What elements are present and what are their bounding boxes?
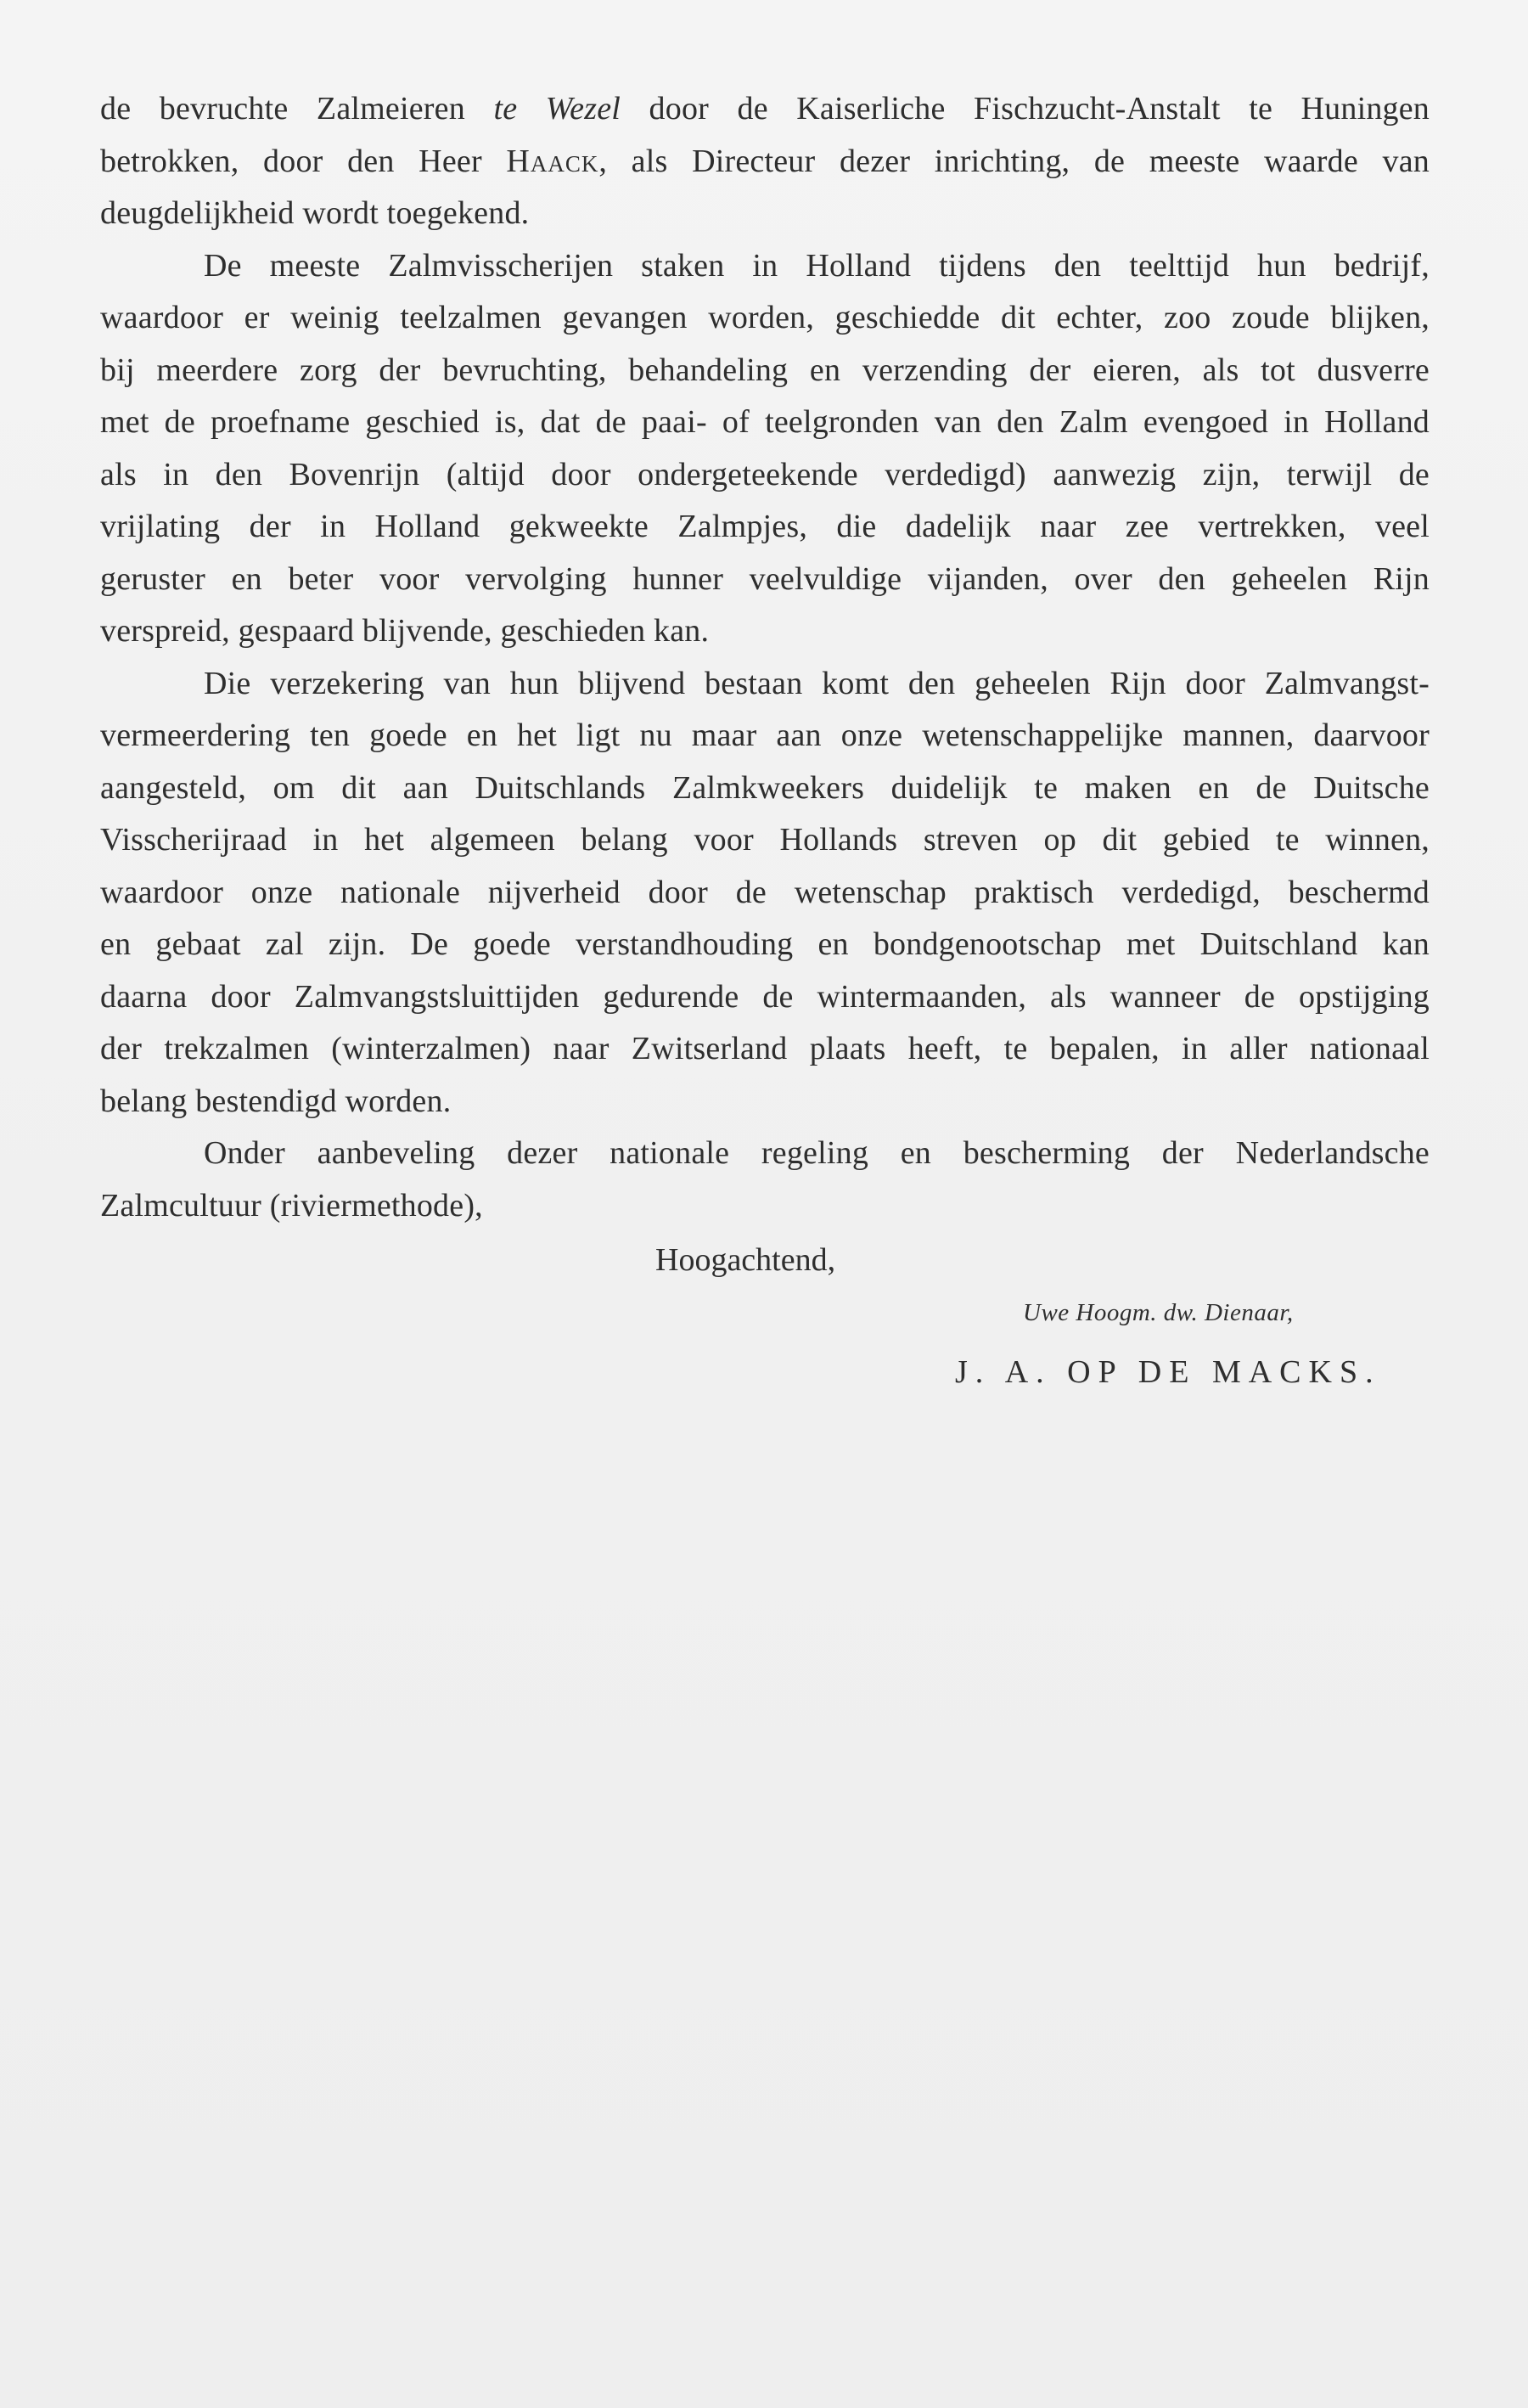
text-run: daarna door Zalmvangstsluittijden gedurende de wintermaanden, als wanneer de opstijging [100,978,1430,1015]
text-run: en gebaat zal zijn. De goede verstandhouding en bondgenootschap met Duitschland kan [100,926,1430,962]
text-run: vermeerdering ten goede en het ligt nu maar aan onze wetenschappelijke mannen, daarvoor [100,717,1430,753]
text-run: aangesteld, om dit aan Duitschlands Zalmkweekers duidelijk te maken en de Duitsche [100,769,1430,806]
text-run: vrijlating der in Holland gekweekte Zalmpjes, die dadelijk naar zee vertrekken, veel [100,509,1430,544]
text-line [100,814,1430,867]
text-run: de bevruchte Zalmeieren [100,91,494,127]
text-run: Die verzekering van hun blijvend bestaan komt den geheelen Rijn door Zalmvangst- [204,665,1430,701]
text-line [100,710,1430,762]
text-line [100,1128,1430,1180]
text-run: waardoor er weinig teelzalmen gevangen worden, geschiedde dit echter, zoo zoude blijken, [100,300,1430,335]
text-line [100,397,1430,449]
text-run: met de proefname geschied is, dat de paai- of teelgronden van den Zalm evengoed in Holland [100,404,1430,440]
text-line [100,867,1430,920]
text-line [100,240,1430,293]
text-run: De meeste Zalmvisscherijen staken in Holland tijdens den teelttijd hun bedrijf, [204,247,1430,284]
text-line [100,658,1430,711]
text-run: Onder aanbeveling dezer nationale regeling en bescherming der Nederlandsche [204,1135,1430,1171]
text-line [100,919,1430,971]
text-line [100,345,1430,397]
italic-text-run: te Wezel [493,91,621,127]
text-line [100,971,1430,1024]
text-line [100,605,1430,658]
text-run: belang bestendigd worden. [100,1083,452,1119]
text-line [100,501,1430,554]
text-line [100,136,1430,188]
signature-name: J. A. OP DE MACKS. [955,1354,1381,1390]
text-run: betrokken, door den Heer [100,143,507,179]
text-line [100,188,1430,240]
text-line [100,1180,1430,1233]
text-run: der trekzalmen (winterzalmen) naar Zwitserland plaats heeft, te bepalen, in aller nationaal [100,1031,1430,1066]
text-line [100,449,1430,502]
text-run: geruster en beter voor vervolging hunner veelvuldige vijanden, over den geheelen Rijn [100,560,1430,597]
text-run: bij meerdere zorg der bevruchting, behandeling en verzending der eieren, als tot dusverre [100,352,1430,388]
text-run: waardoor onze nationale nijverheid door de wetenschap praktisch verdedigd, beschermd [100,874,1430,910]
text-line [100,554,1430,606]
text-line [100,762,1430,815]
smallcaps-name: Haack [506,143,599,179]
text-line [100,292,1430,345]
text-line [100,1076,1430,1128]
text-run: Visscherijraad in het algemeen belang voor Hollands streven op dit gebied te winnen, [100,822,1430,858]
text-run: deugdelijkheid wordt toegekend. [100,195,530,231]
letter-body [100,83,1430,1232]
text-run: als in den Bovenrijn (altijd door ondergeteekende verdedigd) aanwezig zijn, terwijl de [100,456,1430,492]
text-run: , als Directeur dezer inrichting, de meeste waarde van [598,143,1430,179]
text-run: verspreid, gespaard blijvende, geschieden kan. [100,613,710,649]
text-run: door de Kaiserliche Fischzucht-Anstalt te Huningen [621,91,1430,127]
servant-line: Uwe Hoogm. dw. Dienaar, [1023,1299,1294,1326]
text-line [100,1023,1430,1076]
text-run: Zalmcultuur (riviermethode), [100,1187,483,1224]
text-line [100,83,1430,136]
closing-salutation: Hoogachtend, [655,1242,836,1278]
